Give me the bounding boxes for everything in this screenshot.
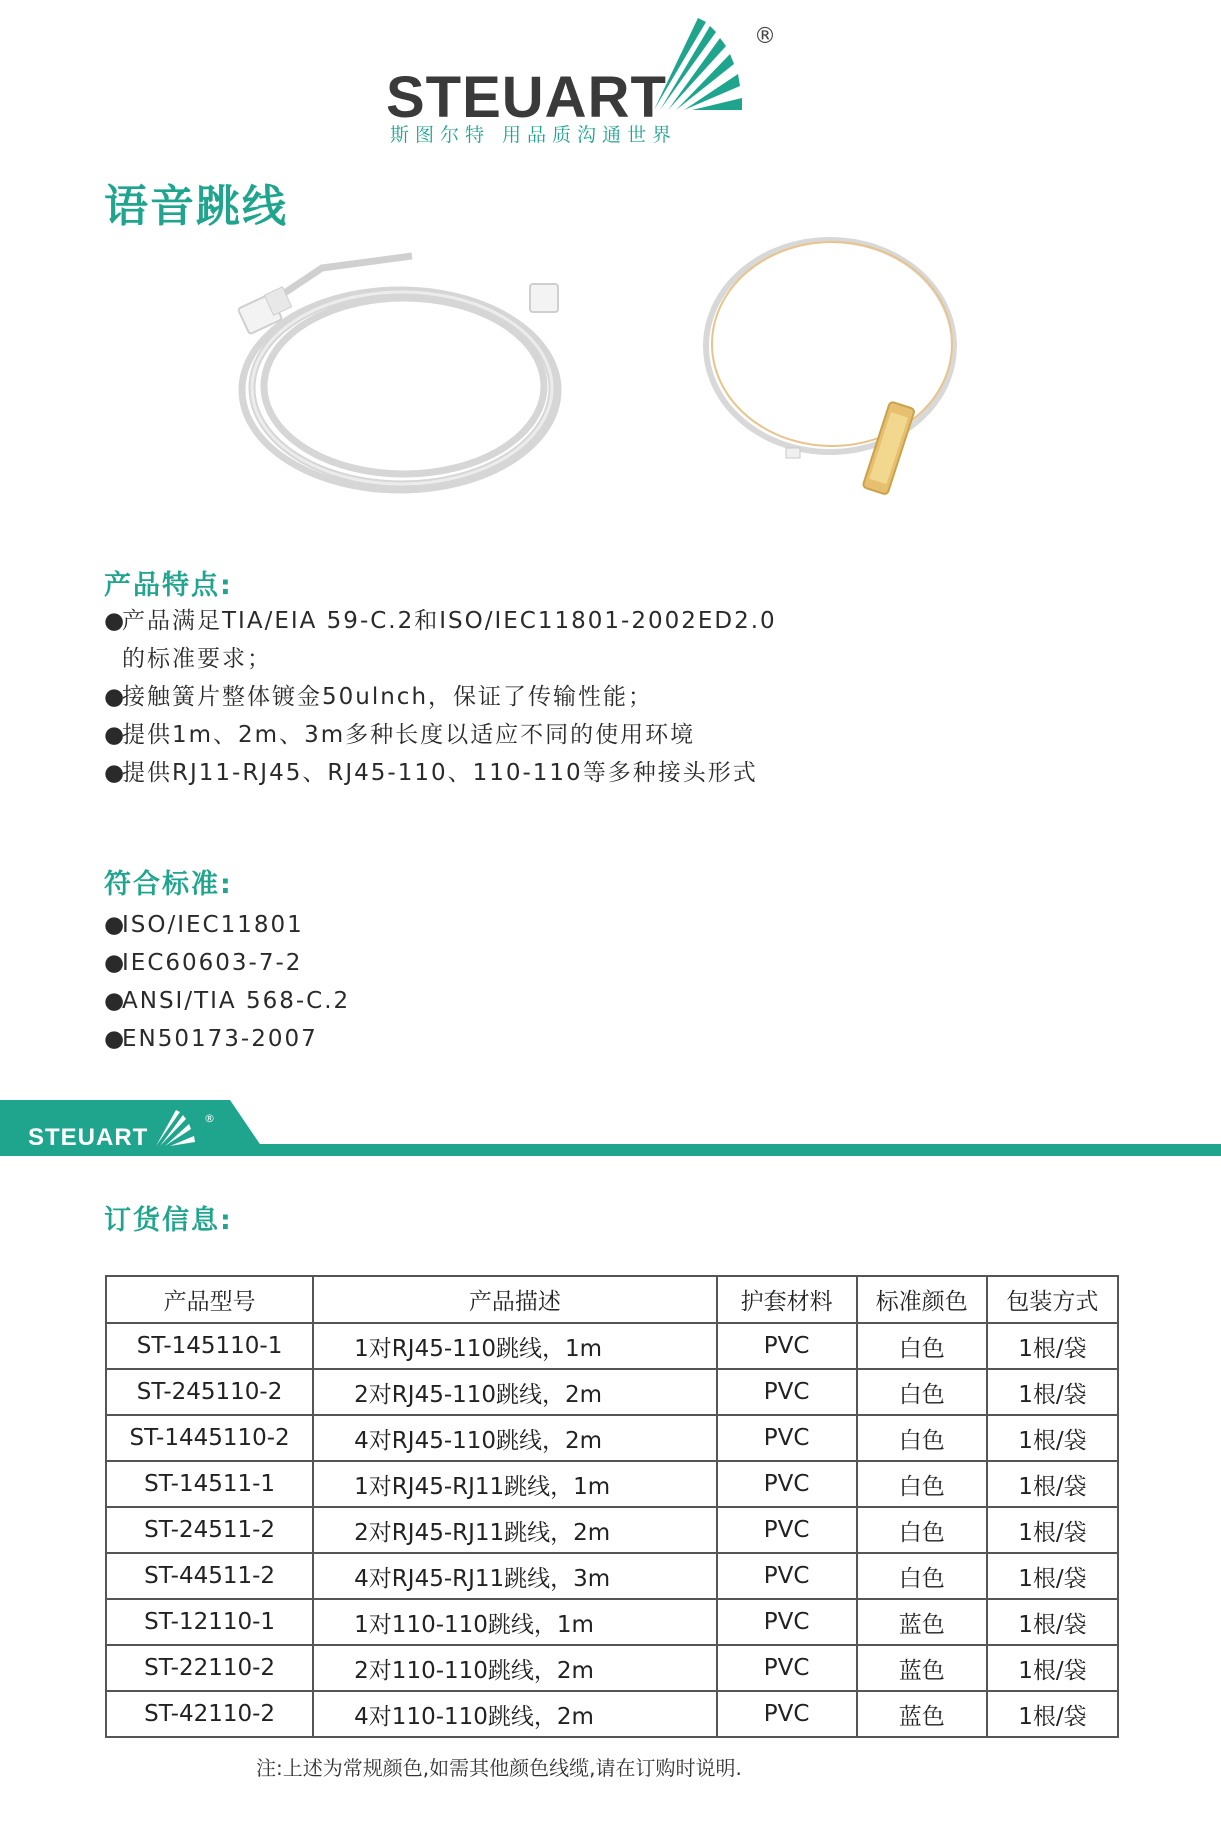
- jacket-cell: PVC: [717, 1691, 857, 1737]
- table-row: [106, 1507, 1118, 1553]
- feature-item: ●接触簧片整体镀金50ulnch，保证了传输性能；: [104, 684, 654, 710]
- feature-item: ●产品满足TIA/EIA 59-C.2和ISO/IEC11801-2002ED2.0 的标准要求；: [104, 608, 777, 672]
- model-cell: ST-12110-1: [106, 1599, 313, 1645]
- column-header: 产品描述: [313, 1276, 716, 1323]
- model-cell: ST-1445110-2: [106, 1415, 313, 1461]
- description-cell: 2对RJ45-110跳线，2m: [313, 1369, 716, 1415]
- table-row: [106, 1553, 1118, 1599]
- brand-band: [0, 1100, 1221, 1158]
- description-cell: 1对RJ45-RJ11跳线，1m: [313, 1461, 716, 1507]
- packaging-cell: 1根/袋: [987, 1553, 1118, 1599]
- jacket-cell: PVC: [717, 1323, 857, 1369]
- model-cell: ST-42110-2: [106, 1691, 313, 1737]
- standard-item: ●ANSI/TIA 568-C.2: [104, 988, 351, 1014]
- description-cell: 1对RJ45-110跳线，1m: [313, 1323, 716, 1369]
- color-cell: 白色: [857, 1461, 987, 1507]
- feature-item: ●提供1m、2m、3m多种长度以适应不同的使用环境: [104, 722, 696, 748]
- model-cell: ST-24511-2: [106, 1507, 313, 1553]
- packaging-cell: 1根/袋: [987, 1323, 1118, 1369]
- packaging-cell: 1根/袋: [987, 1599, 1118, 1645]
- rj45-110-cable-image: [700, 236, 980, 506]
- page-title: 语音跳线: [104, 181, 288, 232]
- column-header: 护套材料: [717, 1276, 857, 1323]
- description-cell: 1对110-110跳线，1m: [313, 1599, 716, 1645]
- color-cell: 蓝色: [857, 1691, 987, 1737]
- table-row: [106, 1415, 1118, 1461]
- color-cell: 蓝色: [857, 1645, 987, 1691]
- jacket-cell: PVC: [717, 1553, 857, 1599]
- feature-item: ●提供RJ11-RJ45、RJ45-110、110-110等多种接头形式: [104, 760, 758, 786]
- packaging-cell: 1根/袋: [987, 1691, 1118, 1737]
- band-fan-icon: [156, 1110, 202, 1148]
- description-cell: 2对RJ45-RJ11跳线，2m: [313, 1507, 716, 1553]
- column-header: 包装方式: [987, 1276, 1118, 1323]
- description-cell: 4对RJ45-110跳线，2m: [313, 1415, 716, 1461]
- registered-mark: ®: [754, 24, 776, 49]
- table-row: [106, 1599, 1118, 1645]
- jacket-cell: PVC: [717, 1461, 857, 1507]
- column-header: 产品型号: [106, 1276, 313, 1323]
- description-cell: 4对RJ45-RJ11跳线，3m: [313, 1553, 716, 1599]
- rj45-cable-image: [232, 238, 572, 498]
- footnote: 注:上述为常规颜色,如需其他颜色线缆,请在订购时说明.: [256, 1756, 742, 1780]
- standards-heading: 符合标准:: [104, 869, 233, 900]
- features-list: [104, 602, 777, 792]
- band-wordmark: STEUART: [28, 1124, 149, 1151]
- description-cell: 2对110-110跳线，2m: [313, 1645, 716, 1691]
- color-cell: 白色: [857, 1369, 987, 1415]
- model-cell: ST-14511-1: [106, 1461, 313, 1507]
- packaging-cell: 1根/袋: [987, 1645, 1118, 1691]
- standard-item: ●IEC60603-7-2: [104, 950, 303, 976]
- ordering-table: [105, 1275, 1119, 1738]
- table-row: [106, 1323, 1118, 1369]
- color-cell: 蓝色: [857, 1599, 987, 1645]
- logo-tagline: 斯图尔特 用品质沟通世界: [390, 124, 678, 146]
- model-cell: ST-44511-2: [106, 1553, 313, 1599]
- table-row: [106, 1461, 1118, 1507]
- description-cell: 4对110-110跳线，2m: [313, 1691, 716, 1737]
- logo-fan-icon: [654, 18, 754, 118]
- color-cell: 白色: [857, 1553, 987, 1599]
- steuart-logo: [386, 18, 786, 158]
- packaging-cell: 1根/袋: [987, 1507, 1118, 1553]
- model-cell: ST-22110-2: [106, 1645, 313, 1691]
- packaging-cell: 1根/袋: [987, 1369, 1118, 1415]
- table-header-row: [106, 1276, 1118, 1323]
- jacket-cell: PVC: [717, 1645, 857, 1691]
- jacket-cell: PVC: [717, 1599, 857, 1645]
- packaging-cell: 1根/袋: [987, 1461, 1118, 1507]
- model-cell: ST-245110-2: [106, 1369, 313, 1415]
- color-cell: 白色: [857, 1415, 987, 1461]
- color-cell: 白色: [857, 1323, 987, 1369]
- jacket-cell: PVC: [717, 1415, 857, 1461]
- model-cell: ST-145110-1: [106, 1323, 313, 1369]
- standard-item: ●EN50173-2007: [104, 1026, 318, 1052]
- color-cell: 白色: [857, 1507, 987, 1553]
- standard-item: ●ISO/IEC11801: [104, 912, 304, 938]
- features-heading: 产品特点:: [104, 570, 233, 601]
- standards-list: [104, 906, 350, 1058]
- table-row: [106, 1645, 1118, 1691]
- ordering-heading: 订货信息:: [104, 1205, 233, 1236]
- jacket-cell: PVC: [717, 1369, 857, 1415]
- jacket-cell: PVC: [717, 1507, 857, 1553]
- band-registered-mark: ®: [204, 1112, 215, 1125]
- packaging-cell: 1根/袋: [987, 1415, 1118, 1461]
- table-row: [106, 1691, 1118, 1737]
- column-header: 标准颜色: [857, 1276, 987, 1323]
- logo-wordmark: STEUART: [386, 65, 667, 130]
- table-row: [106, 1369, 1118, 1415]
